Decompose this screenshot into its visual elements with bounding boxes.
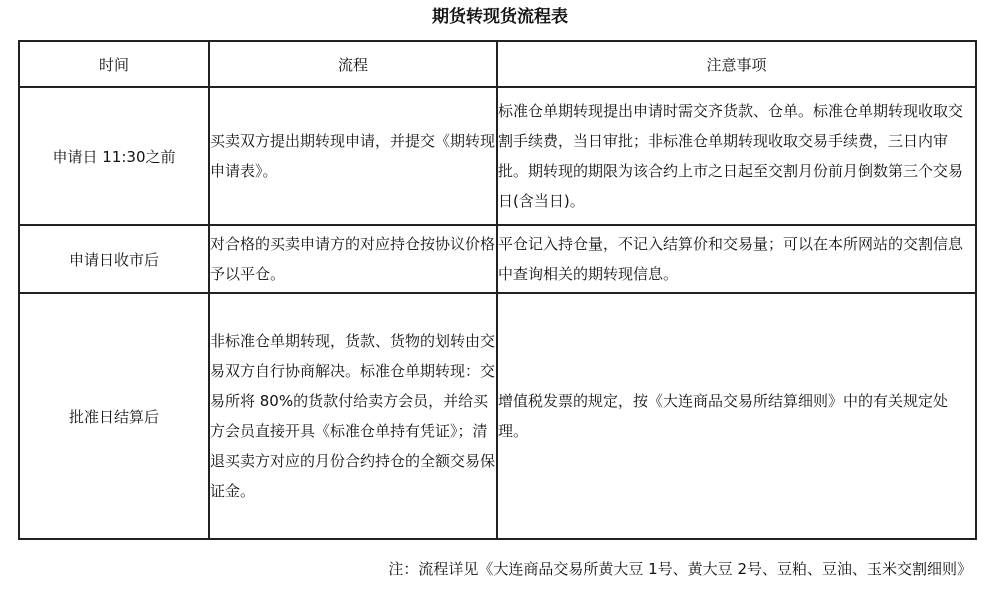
table-row	[19, 293, 976, 539]
cell-time: 申请日 11:30之前	[19, 87, 209, 225]
table-header-row	[19, 41, 976, 87]
cell-notes: 增值税发票的规定，按《大连商品交易所结算细则》中的有关规定处理。	[497, 293, 976, 539]
page-title: 期货转现货流程表	[432, 7, 568, 27]
cell-time: 申请日收市后	[19, 225, 209, 293]
futures-to-spot-flow-table	[18, 40, 977, 540]
cell-process: 买卖双方提出期转现申请，并提交《期转现申请表》。	[209, 87, 497, 225]
table-row	[19, 225, 976, 293]
cell-notes: 平仓记入持仓量，不记入结算价和交易量；可以在本所网站的交割信息中查询相关的期转现信息。	[497, 225, 976, 293]
column-header-time: 时间	[19, 41, 209, 87]
column-header-notes: 注意事项	[497, 41, 976, 87]
footnote: 注：流程详见《大连商品交易所黄大豆 1号、黄大豆 2号、豆粕、豆油、玉米交割细则》	[388, 560, 972, 578]
column-header-process: 流程	[209, 41, 497, 87]
cell-notes: 标准仓单期转现提出申请时需交齐货款、仓单。标准仓单期转现收取交割手续费，当日审批；非标准仓单期转现收取交易手续费，三日内审批。期转现的期限为该合约上市之日起至交割月份前月倒数第三个交易日(含当日)。	[497, 87, 976, 225]
cell-process: 对合格的买卖申请方的对应持仓按协议价格予以平仓。	[209, 225, 497, 293]
cell-time: 批准日结算后	[19, 293, 209, 539]
table-row	[19, 87, 976, 225]
cell-process: 非标准仓单期转现，货款、货物的划转由交易双方自行协商解决。标准仓单期转现：交易所将 80%的货款付给卖方会员，并给买方会员直接开具《标准仓单持有凭证》；清退买卖方对应的月份合约持仓的全额交易保证金。	[209, 293, 497, 539]
